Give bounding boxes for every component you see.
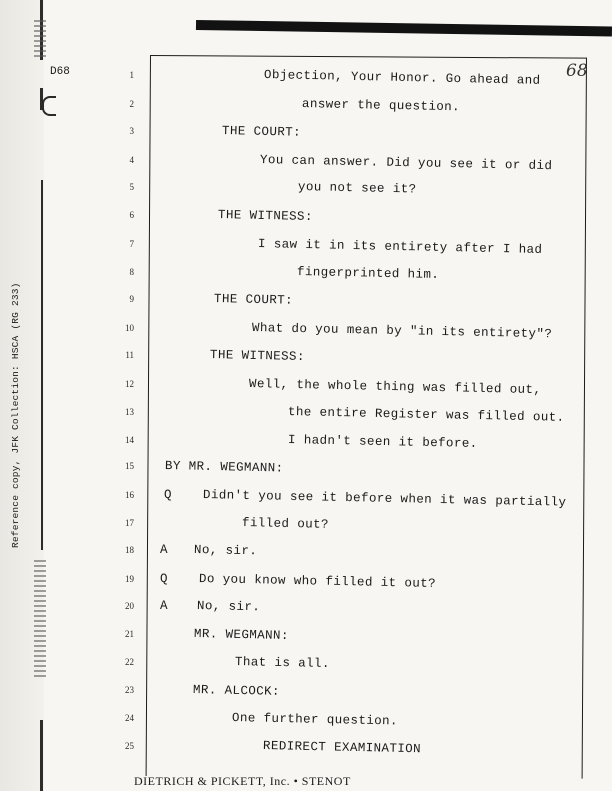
transcript-line-text: No, sir. [193, 543, 258, 559]
transcript-line-text: answer the question. [301, 97, 461, 115]
transcript-line-text: MR. ALCOCK: [192, 683, 281, 699]
transcript-line-text: I saw it in its entirety after I had [257, 237, 543, 257]
line-number: 11 [125, 350, 134, 360]
answer-marker: A [160, 599, 168, 613]
transcript-line-text: BY MR. WEGMANN: [164, 459, 284, 476]
clip-mark [42, 96, 56, 116]
line-number: 19 [125, 574, 134, 584]
line-number: 20 [125, 601, 134, 611]
line-number: 21 [125, 629, 134, 639]
line-number: 18 [125, 545, 134, 555]
edge-speck [34, 560, 46, 680]
line-number: 1 [129, 70, 134, 80]
edge-mark [41, 180, 43, 550]
transcript-line-text: you not see it? [297, 180, 417, 197]
line-number: 17 [125, 518, 134, 528]
transcript-line-text: fingerprinted him. [296, 265, 440, 282]
edge-mark [40, 720, 43, 791]
transcript-line-text: THE WITNESS: [209, 348, 305, 364]
transcript-line-text: Well, the whole thing was filled out, [248, 377, 542, 398]
line-number: 14 [125, 435, 134, 445]
line-number: 12 [125, 379, 134, 389]
top-scan-bar [196, 20, 612, 37]
transcript-line-text: One further question. [231, 711, 399, 729]
line-number: 6 [129, 210, 134, 220]
transcript-line-text: That is all. [234, 655, 330, 671]
transcript-line-text: the entire Register was filled out. [287, 405, 565, 425]
handwritten-page-number: 68 [566, 61, 588, 81]
transcript-line-text: MR. WEGMANN: [193, 627, 289, 643]
line-number: 3 [129, 126, 134, 136]
answer-marker: A [160, 543, 168, 557]
transcript-line-text: THE WITNESS: [217, 208, 313, 224]
line-number: 15 [125, 461, 134, 471]
line-number: 2 [129, 99, 134, 109]
transcript-line-text: Didn't you see it before when it was partially [202, 488, 567, 510]
question-marker: Q [160, 572, 168, 586]
line-number: 7 [129, 239, 134, 249]
line-number: 23 [125, 685, 134, 695]
line-number: 25 [125, 741, 134, 751]
question-marker: Q [164, 488, 172, 502]
line-number: 4 [129, 155, 134, 165]
line-number: 16 [125, 490, 134, 500]
transcript-line-text: You can answer. Did you see it or did [259, 153, 553, 174]
transcript-line-text: Objection, Your Honor. Go ahead and [263, 68, 541, 88]
document-id: D68 [50, 66, 70, 78]
transcript-line-text: filled out? [241, 516, 330, 532]
reporter-footer: DIETRICH & PICKETT, Inc. • STENOT [134, 774, 351, 788]
line-number: 9 [129, 294, 134, 304]
transcript-line-text: No, sir. [196, 599, 261, 615]
edge-speck [34, 20, 46, 60]
transcript-line-text: What do you mean by "in its entirety"? [251, 321, 553, 342]
line-number: 24 [125, 713, 134, 723]
line-number: 13 [125, 407, 134, 417]
line-number: 10 [125, 323, 134, 333]
transcript-line-text: Do you know who filled it out? [198, 572, 437, 591]
line-number: 8 [129, 267, 134, 277]
line-number: 22 [125, 657, 134, 667]
transcript-line-text: THE COURT: [221, 124, 302, 140]
transcript-line-text: THE COURT: [213, 292, 294, 308]
transcript-line-text: I hadn't seen it before. [287, 433, 478, 451]
archive-reference-label: Reference copy, JFK Collection: HSCA (RG 233) [10, 282, 21, 548]
line-number: 5 [129, 182, 134, 192]
transcript-line-text: REDIRECT EXAMINATION [262, 739, 422, 757]
